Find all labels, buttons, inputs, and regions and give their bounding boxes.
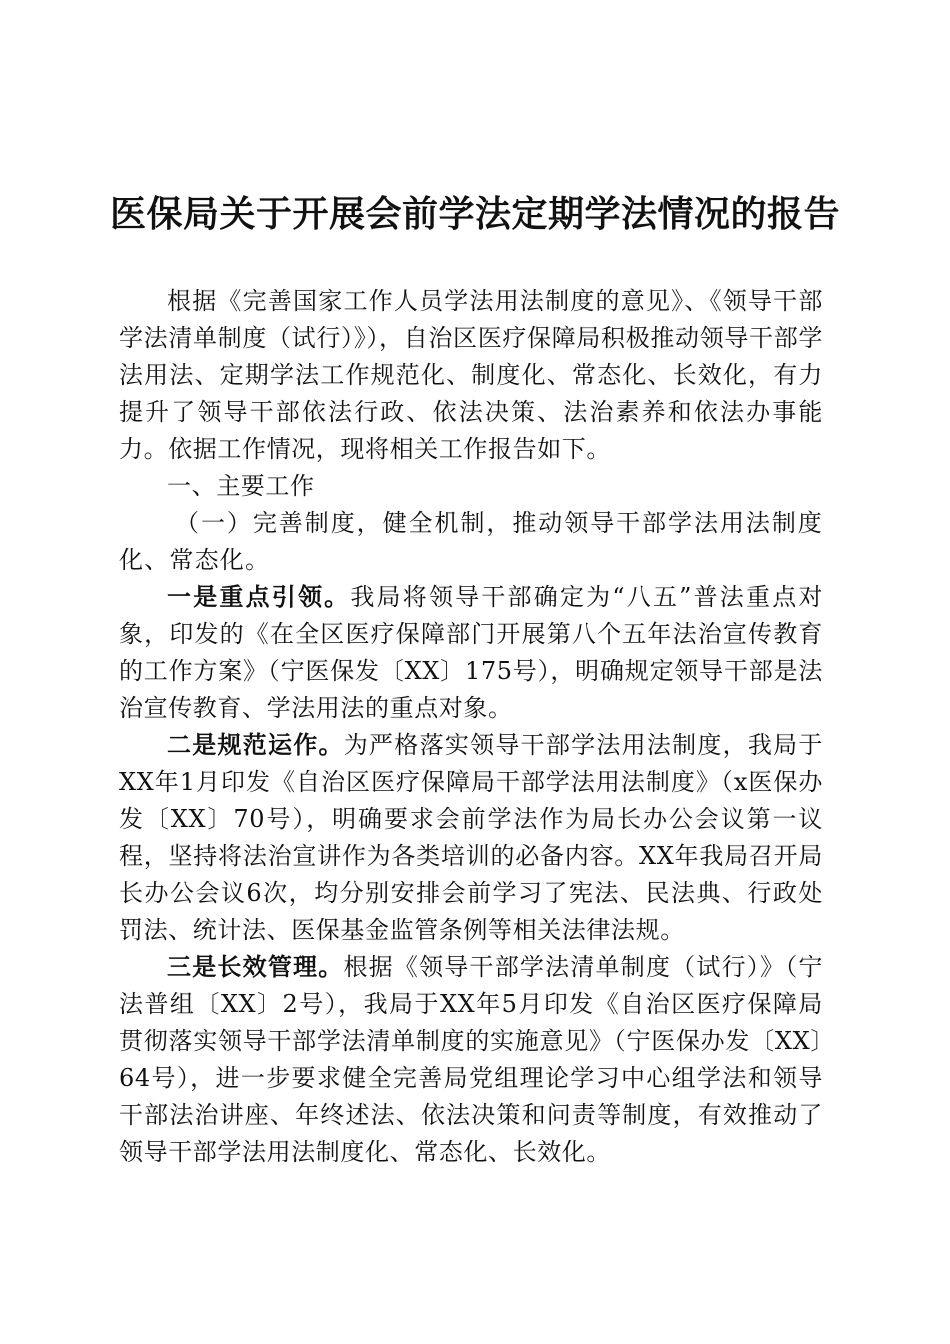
intro-paragraph: 根据《完善国家工作人员学法用法制度的意见》、《领导干部学法清单制度（试行）》），自治区医疗保障局积极推动领导干部学法用法、定期学法工作规范化、制度化、常态化、长效化，有力提升了领导干部依法行政、依法决策、法治素养和依法办事能力。依据工作情况，现将相关工作报告如下。: [119, 287, 823, 463]
document-body: [119, 283, 823, 1171]
document-title: 医保局关于开展会前学法定期学法情况的报告: [109, 193, 840, 235]
item-text-1: 我局将领导干部确定为“八五”普法重点对象，印发的《在全区医疗保障部门开展第八个五年法治宣传教育的工作方案》（宁医保发〔XX〕175号），明确规定领导干部是法治宣传教育、学法用法的重点对象。: [119, 583, 823, 722]
item-paragraph-1: [119, 579, 823, 727]
item-text-3: 根据《领导干部学法清单制度（试行）》（宁法普组〔XX〕2号），我局于XX年5月印发《自治区医疗保障局贯彻落实领导干部学法清单制度的实施意见》（宁医保办发〔XX〕64号），进一步要求健全完善局党组理论学习中心组学法和领导干部法治讲座、年终述法、依法决策和问责等制度，有效推动了领导干部学法用法制度化、常态化、长效化。: [119, 953, 823, 1166]
item-lead-2: 二是规范运作。: [167, 731, 344, 759]
item-text-2: 为严格落实领导干部学法用法制度，我局于XX年1月印发《自治区医疗保障局干部学法用法制度》（x医保办发〔XX〕70号），明确要求会前学法作为局长办公会议第一议程，坚持将法治宣讲作为各类培训的必备内容。XX年我局召开局长办公会议6次，均分别安排会前学习了宪法、民法典、行政处罚法、统计法、医保基金监管条例等相关法律法规。: [119, 731, 823, 944]
section-heading: 一、主要工作: [167, 472, 315, 500]
item-lead-1: 一是重点引领。: [167, 583, 351, 611]
item-lead-3: 三是长效管理。: [167, 953, 344, 981]
item-paragraph-2: [119, 727, 823, 949]
item-paragraph-3: [119, 949, 823, 1171]
subsection-heading: （一）完善制度，健全机制，推动领导干部学法用法制度化、常态化。: [119, 509, 823, 574]
